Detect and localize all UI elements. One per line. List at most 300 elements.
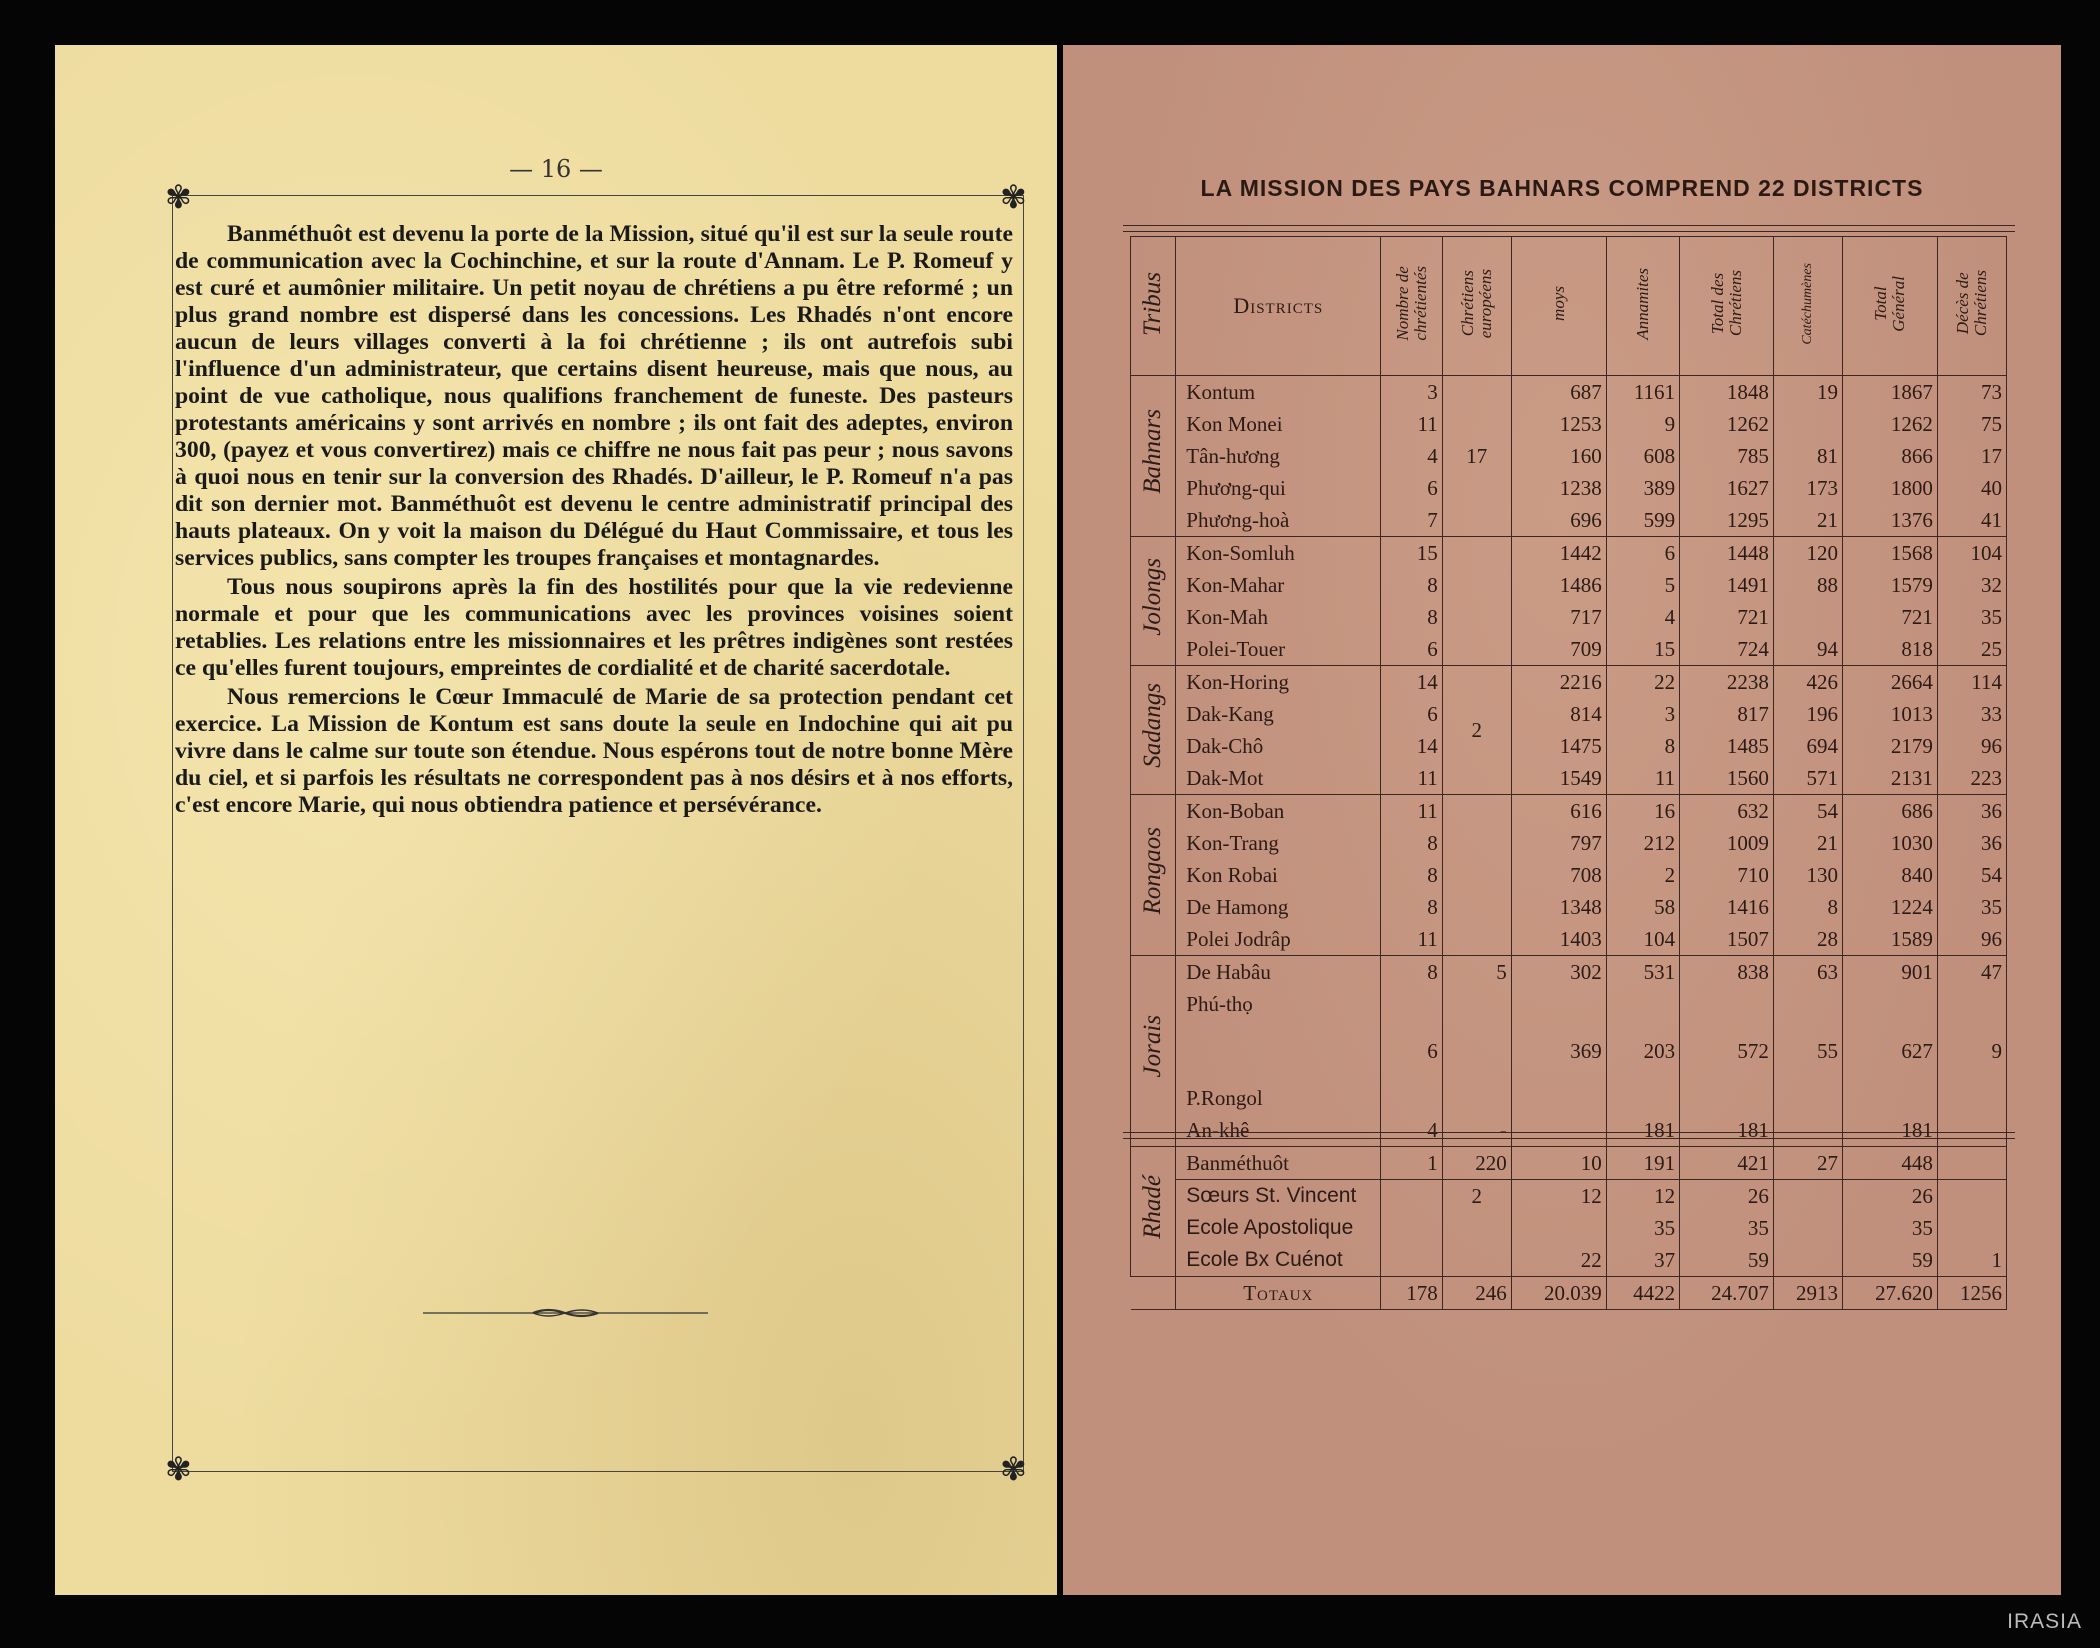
- table-cell: 40: [1937, 472, 2006, 504]
- table-cell: 785: [1680, 440, 1774, 472]
- table-cell: 866: [1842, 440, 1937, 472]
- table-cell: 369: [1511, 1020, 1606, 1082]
- page-number: — 16 —: [509, 155, 603, 183]
- table-row: [1131, 988, 2007, 1020]
- table-cell: [1381, 1212, 1442, 1244]
- table-cell: [1442, 1212, 1511, 1244]
- table-cell: Kon Monei: [1176, 408, 1381, 440]
- table-cell: 26: [1842, 1180, 1937, 1213]
- table-cell: 7: [1381, 504, 1442, 537]
- table-cell: 4: [1381, 440, 1442, 472]
- body-text: [175, 221, 1013, 821]
- table-cell: 24.707: [1680, 1277, 1774, 1310]
- table-cell: 1262: [1680, 408, 1774, 440]
- table-cell: 608: [1606, 440, 1679, 472]
- table-cell: 75: [1937, 408, 2006, 440]
- table-row: [1131, 633, 2007, 666]
- table-cell: 4: [1606, 601, 1679, 633]
- table-cell: 10: [1511, 1147, 1606, 1180]
- table-cell: 19: [1773, 376, 1842, 409]
- table-cell: 838: [1680, 956, 1774, 989]
- table-row: [1131, 1180, 2007, 1213]
- table-cell: [1680, 1082, 1774, 1114]
- table-row: [1131, 440, 2007, 472]
- table-cell: 17: [1442, 376, 1511, 537]
- table-row: [1131, 698, 2007, 730]
- tribe-label: Jolongs: [1131, 537, 1176, 666]
- table-cell: [1937, 1212, 2006, 1244]
- table-cell: 22: [1606, 666, 1679, 699]
- table-cell: 696: [1511, 504, 1606, 537]
- table-cell: 35: [1937, 601, 2006, 633]
- table-cell: Sœurs St. Vincent: [1176, 1180, 1381, 1213]
- table-cell: 8: [1773, 891, 1842, 923]
- table-cell: 2913: [1773, 1277, 1842, 1310]
- table-cell: 63: [1773, 956, 1842, 989]
- table-cell: 426: [1773, 666, 1842, 699]
- table-cell: [1442, 1082, 1511, 1114]
- table-cell: 4422: [1606, 1277, 1679, 1310]
- table-title: LA MISSION DES PAYS BAHNARS COMPREND 22 DISTRICTS: [1200, 175, 1924, 201]
- table-cell: 12: [1511, 1180, 1606, 1213]
- table-cell: Banméthuôt: [1176, 1147, 1381, 1180]
- table-cell: 2238: [1680, 666, 1774, 699]
- table-cell: 840: [1842, 859, 1937, 891]
- table-cell: 11: [1381, 408, 1442, 440]
- table-cell: Kon-Somluh: [1176, 537, 1381, 570]
- table-cell: 1560: [1680, 762, 1774, 795]
- table-row: [1131, 601, 2007, 633]
- table-cell: 1627: [1680, 472, 1774, 504]
- tribe-label: Sadangs: [1131, 666, 1176, 795]
- table-cell: Kon-Horing: [1176, 666, 1381, 699]
- table-row: [1131, 827, 2007, 859]
- table-cell: 616: [1511, 795, 1606, 828]
- table-cell: 114: [1937, 666, 2006, 699]
- table-row: [1131, 1244, 2007, 1277]
- table-cell: [1606, 1082, 1679, 1114]
- table-cell: Phương-qui: [1176, 472, 1381, 504]
- header-total-general: Total Général: [1842, 237, 1937, 376]
- table-cell: 223: [1937, 762, 2006, 795]
- table-cell: 1348: [1511, 891, 1606, 923]
- table-cell: 212: [1606, 827, 1679, 859]
- header-tribus: Tribus: [1131, 237, 1176, 376]
- table-cell: 5: [1442, 956, 1511, 989]
- tribe-label: Jorais: [1131, 956, 1176, 1147]
- table-cell: 8: [1381, 891, 1442, 923]
- bottom-rule: [1123, 1132, 2015, 1133]
- table-row: [1131, 1020, 2007, 1082]
- table-cell: 35: [1937, 891, 2006, 923]
- table-cell: [1773, 1114, 1842, 1147]
- table-cell: 686: [1842, 795, 1937, 828]
- table-cell: 1238: [1511, 472, 1606, 504]
- table-cell: [1606, 988, 1679, 1020]
- table-cell: [1442, 1244, 1511, 1277]
- table-cell: 59: [1680, 1244, 1774, 1277]
- table-cell: 196: [1773, 698, 1842, 730]
- table-cell: 28: [1773, 923, 1842, 956]
- table-cell: 35: [1606, 1212, 1679, 1244]
- table-cell: [1773, 1244, 1842, 1277]
- table-cell: 21: [1773, 827, 1842, 859]
- table-cell: 1475: [1511, 730, 1606, 762]
- table-cell: 572: [1680, 1020, 1774, 1082]
- table-cell: 11: [1381, 762, 1442, 795]
- table-cell: 817: [1680, 698, 1774, 730]
- tribe-label: Rongaos: [1131, 795, 1176, 956]
- table-cell: 54: [1937, 859, 2006, 891]
- table-row: [1131, 1147, 2007, 1180]
- table-cell: Totaux: [1176, 1277, 1381, 1310]
- table-cell: 1800: [1842, 472, 1937, 504]
- table-cell: 4: [1381, 1114, 1442, 1147]
- table-row: [1131, 762, 2007, 795]
- table-cell: 6: [1381, 1020, 1442, 1082]
- table-cell: 36: [1937, 827, 2006, 859]
- tribe-label: Rhadé: [1131, 1147, 1176, 1277]
- table-cell: Polei Jodrâp: [1176, 923, 1381, 956]
- table-cell: 448: [1842, 1147, 1937, 1180]
- table-cell: 37: [1606, 1244, 1679, 1277]
- flourish-divider-icon: [423, 1307, 708, 1319]
- table-cell: 81: [1773, 440, 1842, 472]
- header-districts: Districts: [1176, 237, 1381, 376]
- table-cell: [1511, 1114, 1606, 1147]
- table-cell: 709: [1511, 633, 1606, 666]
- table-cell: 1262: [1842, 408, 1937, 440]
- table-cell: 35: [1842, 1212, 1937, 1244]
- table-cell: 20.039: [1511, 1277, 1606, 1310]
- table-cell: [1937, 1082, 2006, 1114]
- table-cell: 627: [1842, 1020, 1937, 1082]
- table-cell: 11: [1381, 795, 1442, 828]
- table-cell: 191: [1606, 1147, 1679, 1180]
- table-cell: 8: [1606, 730, 1679, 762]
- table-cell: 1579: [1842, 569, 1937, 601]
- corner-ornament-icon: ✾: [1000, 178, 1027, 216]
- table-cell: 160: [1511, 440, 1606, 472]
- table-cell: 1: [1937, 1244, 2006, 1277]
- table-cell: 54: [1773, 795, 1842, 828]
- header-catechumenes: Catéchumènes: [1773, 237, 1842, 376]
- table-row: [1131, 472, 2007, 504]
- table-cell: 1013: [1842, 698, 1937, 730]
- table-cell: 22: [1511, 1244, 1606, 1277]
- table-cell: 14: [1381, 666, 1442, 699]
- table-cell: 1403: [1511, 923, 1606, 956]
- table-cell: [1511, 1212, 1606, 1244]
- table-cell: 12: [1606, 1180, 1679, 1213]
- table-cell: 9: [1606, 408, 1679, 440]
- table-cell: 1549: [1511, 762, 1606, 795]
- table-row: [1131, 1114, 2007, 1147]
- header-total-chretiens: Total des Chrétiens: [1680, 237, 1774, 376]
- table-cell: 14: [1381, 730, 1442, 762]
- table-cell: P.Rongol: [1176, 1082, 1381, 1114]
- table-cell: 17: [1937, 440, 2006, 472]
- table-cell: 708: [1511, 859, 1606, 891]
- table-cell: 571: [1773, 762, 1842, 795]
- table-cell: 2: [1442, 1180, 1511, 1213]
- table-cell: 1009: [1680, 827, 1774, 859]
- table-cell: [1773, 988, 1842, 1020]
- table-cell: 26: [1680, 1180, 1774, 1213]
- table-cell: [1937, 1180, 2006, 1213]
- table-cell: 27: [1773, 1147, 1842, 1180]
- table-cell: [1773, 408, 1842, 440]
- table-cell: 6: [1381, 698, 1442, 730]
- totals-row: [1131, 1277, 2007, 1310]
- table-cell: 1: [1381, 1147, 1442, 1180]
- table-cell: [1442, 988, 1511, 1020]
- table-cell: Phú-thọ: [1176, 988, 1381, 1020]
- table-cell: 88: [1773, 569, 1842, 601]
- table-cell: 27.620: [1842, 1277, 1937, 1310]
- watermark: IRASIA: [2007, 1610, 2082, 1633]
- table-cell: 73: [1937, 376, 2006, 409]
- table-cell: 181: [1680, 1114, 1774, 1147]
- table-cell: Dak-Chô: [1176, 730, 1381, 762]
- tribe-label: Bahnars: [1131, 376, 1176, 537]
- table-cell: 818: [1842, 633, 1937, 666]
- table-cell: Phương-hoà: [1176, 504, 1381, 537]
- table-cell: 59: [1842, 1244, 1937, 1277]
- table-cell: 32: [1937, 569, 2006, 601]
- table-cell: 6: [1381, 633, 1442, 666]
- table-cell: De Habâu: [1176, 956, 1381, 989]
- table-cell: 1589: [1842, 923, 1937, 956]
- table-cell: 55: [1773, 1020, 1842, 1082]
- table-cell: 1256: [1937, 1277, 2006, 1310]
- table-cell: [1773, 1180, 1842, 1213]
- table-cell: 8: [1381, 859, 1442, 891]
- table-cell: 15: [1606, 633, 1679, 666]
- table-cell: An-khê: [1176, 1114, 1381, 1147]
- paragraph: Nous remercions le Cœur Immaculé de Marie de sa protection pendant cet exercice. La Mission de Kontum est sans doute la seule en Indochine qui ait pu vivre dans le calme sur toute son étendue. Nous espérons tout de notre bonne Mère du ciel, et si parfois les résultats ne correspondent pas à nos désirs et à nos efforts, c'est encore Marie, qui nous obtiendra patience et persévérance.: [175, 684, 1013, 818]
- table-cell: 421: [1680, 1147, 1774, 1180]
- table-cell: [1442, 795, 1511, 956]
- table-row: [1131, 859, 2007, 891]
- table-cell: 11: [1381, 923, 1442, 956]
- table-cell: 1448: [1680, 537, 1774, 570]
- table-cell: Tân-hương: [1176, 440, 1381, 472]
- table-row: [1131, 504, 2007, 537]
- table-cell: 531: [1606, 956, 1679, 989]
- table-cell: 8: [1381, 956, 1442, 989]
- table-body: [1131, 376, 2007, 1310]
- table-cell: 2: [1442, 666, 1511, 795]
- table-cell: 96: [1937, 923, 2006, 956]
- table-cell: 21: [1773, 504, 1842, 537]
- table-cell: [1381, 1082, 1442, 1114]
- table-cell: 246: [1442, 1277, 1511, 1310]
- table-cell: [1511, 1082, 1606, 1114]
- table-cell: 1224: [1842, 891, 1937, 923]
- table-cell: 2131: [1842, 762, 1937, 795]
- header-annamites: Annamites: [1606, 237, 1679, 376]
- table-cell: 721: [1680, 601, 1774, 633]
- table-cell: 1491: [1680, 569, 1774, 601]
- top-rule: [1123, 231, 2015, 232]
- corner-ornament-icon: ✾: [165, 1450, 192, 1488]
- table-row: [1131, 569, 2007, 601]
- corner-ornament-icon: ✾: [1000, 1450, 1027, 1488]
- table-cell: 16: [1606, 795, 1679, 828]
- table-cell: 1253: [1511, 408, 1606, 440]
- table-cell: Ecole Apostolique: [1176, 1212, 1381, 1244]
- mission-table: [1130, 236, 2007, 1310]
- table-cell: 36: [1937, 795, 2006, 828]
- table-cell: [1680, 988, 1774, 1020]
- table-cell: Kon-Boban: [1176, 795, 1381, 828]
- table-cell: 1030: [1842, 827, 1937, 859]
- paragraph: Banméthuôt est devenu la porte de la Mission, situé qu'il est sur la seule route de communication avec la Cochinchine, et sur la route d'Annam. Le P. Romeuf y est curé et aumônier militaire. Un petit noyau de chrétiens a pu être reformé ; un plus grand nombre est dispersé dans les concessions. Les Rhadés n'ont encore aucun de leurs villages converti à la foi chrétienne ; ils ont autrefois subi l'influence d'un administrateur, que certains disent heureuse, mais que nous, au point de vue catholique, nous qualifions franchement de funeste. Des pasteurs protestants américains y sont arrivés en nombre ; ils ont fait des adeptes, environ 300, (payez et vous convertirez) mais ce chiffre ne nous fait pas peur ; nous savons à quoi nous en tenir sur la conversion des Rhadés. D'ailleur, le P. Romeuf n'a pas dit son dernier mot. Banméthuôt est devenu le centre administratif principal des hauts plateaux. On y voit la maison du Délégué du Haut Commissaire, et tous les services publics, sans compter les troupes françaises et montagnardes.: [175, 221, 1013, 571]
- table-cell: 25: [1937, 633, 2006, 666]
- table-cell: [1511, 988, 1606, 1020]
- table-cell: 3: [1381, 376, 1442, 409]
- table-cell: 814: [1511, 698, 1606, 730]
- table-cell: 203: [1606, 1020, 1679, 1082]
- bottom-rule: [1123, 1138, 2015, 1139]
- table-cell: 173: [1773, 472, 1842, 504]
- table-cell: 130: [1773, 859, 1842, 891]
- table-cell: 1485: [1680, 730, 1774, 762]
- table-cell: Dak-Mot: [1176, 762, 1381, 795]
- table-cell: [1442, 537, 1511, 666]
- table-cell: 1161: [1606, 376, 1679, 409]
- table-cell: 5: [1606, 569, 1679, 601]
- table-row: [1131, 1082, 2007, 1114]
- table-cell: 178: [1381, 1277, 1442, 1310]
- table-cell: 1848: [1680, 376, 1774, 409]
- table-cell: Dak-Kang: [1176, 698, 1381, 730]
- table-cell: Kon-Mah: [1176, 601, 1381, 633]
- table-cell: 181: [1606, 1114, 1679, 1147]
- table-cell: 901: [1842, 956, 1937, 989]
- table-cell: 797: [1511, 827, 1606, 859]
- table-cell: 6: [1381, 472, 1442, 504]
- table-cell: [1381, 1180, 1442, 1213]
- table-cell: 2664: [1842, 666, 1937, 699]
- table-cell: 8: [1381, 601, 1442, 633]
- table-cell: Polei-Touer: [1176, 633, 1381, 666]
- table-row: [1131, 1212, 2007, 1244]
- left-page: [55, 45, 1057, 1595]
- table-cell: 33: [1937, 698, 2006, 730]
- table-cell: -: [1442, 1114, 1511, 1147]
- table-cell: 220: [1442, 1147, 1511, 1180]
- table-cell: [1131, 1277, 1176, 1310]
- header-moys: moys: [1511, 237, 1606, 376]
- table-cell: [1773, 601, 1842, 633]
- table-cell: 599: [1606, 504, 1679, 537]
- table-cell: [1937, 988, 2006, 1020]
- table-cell: 1295: [1680, 504, 1774, 537]
- table-cell: [1937, 1147, 2006, 1180]
- right-page: [1063, 45, 2061, 1595]
- top-rule: [1123, 225, 2015, 226]
- table-row: [1131, 666, 2007, 699]
- table-cell: De Hamong: [1176, 891, 1381, 923]
- table-cell: [1937, 1114, 2006, 1147]
- table-cell: 96: [1937, 730, 2006, 762]
- table-cell: 721: [1842, 601, 1937, 633]
- table-cell: 104: [1937, 537, 2006, 570]
- table-cell: 302: [1511, 956, 1606, 989]
- table-cell: 94: [1773, 633, 1842, 666]
- table-cell: 1416: [1680, 891, 1774, 923]
- table-cell: [1381, 1244, 1442, 1277]
- table-cell: 2179: [1842, 730, 1937, 762]
- table-cell: 632: [1680, 795, 1774, 828]
- table-cell: Kon-Trang: [1176, 827, 1381, 859]
- table-row: [1131, 730, 2007, 762]
- header-europeens: Chrétiens européens: [1442, 237, 1511, 376]
- table-cell: 3: [1606, 698, 1679, 730]
- table-cell: 2216: [1511, 666, 1606, 699]
- table-cell: [1842, 988, 1937, 1020]
- table-row: [1131, 537, 2007, 570]
- header-chretientes: Nombre de chrétientés: [1381, 237, 1442, 376]
- table-row: [1131, 923, 2007, 956]
- table-cell: 1486: [1511, 569, 1606, 601]
- table-cell: 47: [1937, 956, 2006, 989]
- table-cell: [1381, 988, 1442, 1020]
- table-cell: 724: [1680, 633, 1774, 666]
- table-cell: 1867: [1842, 376, 1937, 409]
- table-cell: 58: [1606, 891, 1679, 923]
- table-cell: 8: [1381, 569, 1442, 601]
- table-cell: 120: [1773, 537, 1842, 570]
- table-cell: 717: [1511, 601, 1606, 633]
- table-cell: 1376: [1842, 504, 1937, 537]
- table-cell: Kontum: [1176, 376, 1381, 409]
- table-cell: 694: [1773, 730, 1842, 762]
- table-cell: 35: [1680, 1212, 1774, 1244]
- table-cell: Kon Robai: [1176, 859, 1381, 891]
- table-cell: 181: [1842, 1114, 1937, 1147]
- table-cell: [1842, 1082, 1937, 1114]
- table-row: [1131, 891, 2007, 923]
- table-row: [1131, 956, 2007, 989]
- table-cell: 687: [1511, 376, 1606, 409]
- table-cell: 389: [1606, 472, 1679, 504]
- table-cell: 710: [1680, 859, 1774, 891]
- table-cell: 2: [1606, 859, 1679, 891]
- table-cell: 11: [1606, 762, 1679, 795]
- table-cell: [1176, 1020, 1381, 1082]
- table-cell: 1507: [1680, 923, 1774, 956]
- table-cell: Kon-Mahar: [1176, 569, 1381, 601]
- table-cell: Ecole Bx Cuénot: [1176, 1244, 1381, 1277]
- table-row: [1131, 376, 2007, 409]
- table-cell: [1442, 1020, 1511, 1082]
- table-cell: 104: [1606, 923, 1679, 956]
- table-cell: 6: [1606, 537, 1679, 570]
- table-cell: 1442: [1511, 537, 1606, 570]
- table-row: [1131, 795, 2007, 828]
- header-row: [1131, 237, 2007, 376]
- corner-ornament-icon: ✾: [165, 178, 192, 216]
- table-cell: [1773, 1082, 1842, 1114]
- header-deces: Décès de Chrétiens: [1937, 237, 2006, 376]
- table-row: [1131, 408, 2007, 440]
- table-cell: 1568: [1842, 537, 1937, 570]
- paragraph: Tous nous soupirons après la fin des hostilités pour que la vie redevienne normale et pour que les communications avec les provinces voisines soient retablies. Les relations entre les missionnaires et les prêtres indigènes sont restées ce qu'elles furent toujours, empreintes de cordialité et de charité sacerdotale.: [175, 574, 1013, 681]
- table-cell: [1773, 1212, 1842, 1244]
